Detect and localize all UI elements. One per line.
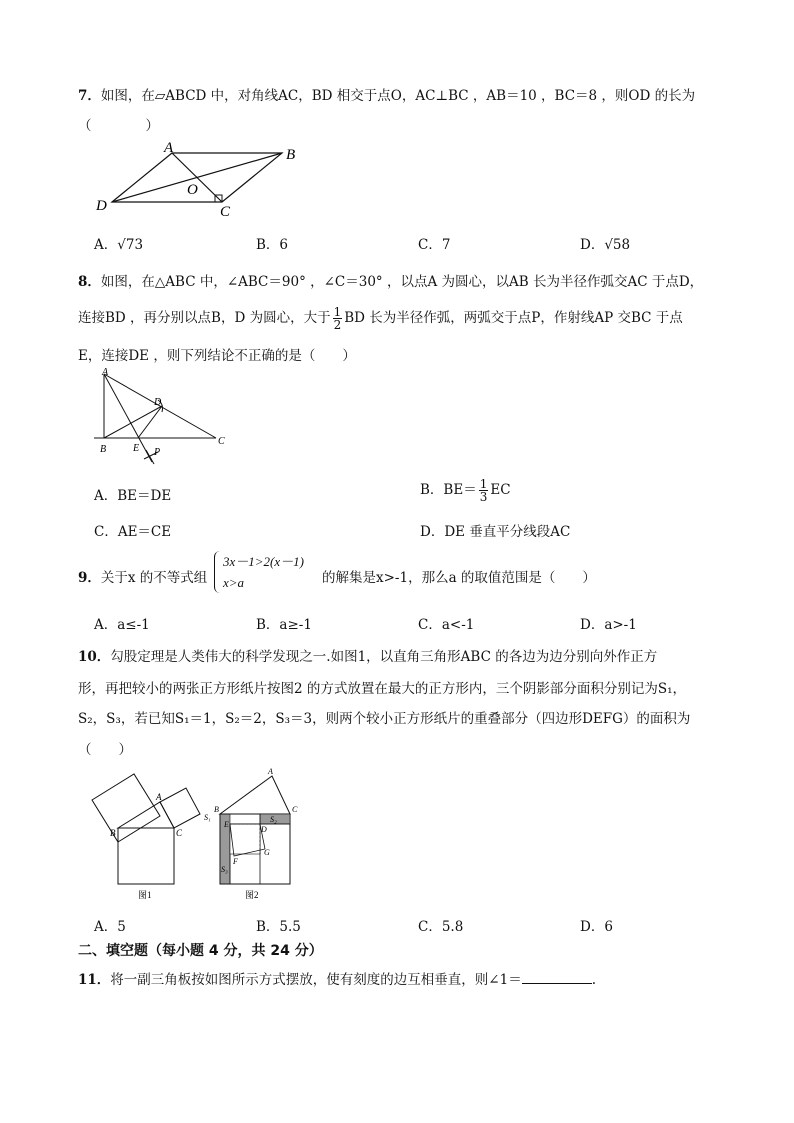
q11-line (78, 968, 596, 988)
q11-end: . (591, 972, 596, 988)
q8-option-a: A．BE＝DE (94, 488, 172, 504)
q8-option-d: D．DE 垂直平分线段AC (420, 524, 571, 540)
q8-text-2b: BD 长为半径作弧，两弧交于点P，作射线AP 交BC 于点 (344, 310, 683, 326)
fig2-label-G: G (264, 848, 270, 857)
q10-option-a: A．5 (94, 919, 126, 935)
q8-option-b-text-a: B．BE＝ (420, 482, 477, 498)
q8-option-b-num: 1 (479, 477, 488, 491)
q8-text-2a: 连接BD ，再分别以点B，D 为圆心，大于 (78, 310, 331, 326)
q10-text-3: S₂，S₃，若已知S₁＝1，S₂＝2，S₃＝3，则两个较小正方形纸片的重叠部分（四边形DEFG）的面积为 (78, 711, 691, 727)
q8-label-A: A (102, 367, 109, 378)
fig2-label-S2: S₂ (270, 815, 277, 824)
q7-label-O: O (187, 182, 198, 198)
fig1-caption: 图1 (138, 890, 152, 900)
q7-label-C: C (220, 204, 231, 220)
q10-paren: （ ） (78, 742, 132, 758)
q7-label-D: D (96, 198, 107, 214)
q9-option-a: A．a≤-1 (94, 617, 150, 633)
q11-number: 11． (78, 972, 111, 988)
q7-option-b: B．6 (256, 237, 289, 253)
q8-label-D: D (154, 397, 162, 408)
q8-label-B: B (100, 444, 107, 455)
q7-stem-line (78, 84, 695, 104)
q9-option-d: D．a>-1 (580, 617, 637, 633)
q9-stem-a: 关于x 的不等式组 (100, 570, 208, 586)
q9-system-brace (214, 551, 223, 593)
q11-answer-blank[interactable] (522, 971, 592, 984)
q7-option-d: D．√58 (580, 237, 631, 253)
q8-text-1: 如图，在△ABC 中，∠ABC＝90° ，∠C＝30° ，以点A 为圆心，以AB 长为半径作弧交AC 于点D， (100, 274, 704, 290)
q10-figure-1 (90, 764, 205, 904)
q10-text-1: 勾股定理是人类伟大的科学发现之一.如图1，以直角三角形ABC 的各边为边分别向外作正方 (110, 649, 658, 665)
q7-paren: （ ） (78, 118, 159, 134)
q9-system-line1: 3x－1>2(x－1) (223, 554, 304, 569)
q8-label-P: P (154, 447, 161, 458)
q8-label-C: C (218, 436, 225, 447)
q10-option-b: B．5.5 (256, 919, 301, 935)
fig2-label-F: F (233, 857, 238, 866)
fig2-label-B: B (214, 805, 219, 814)
q7-number: 7． (78, 88, 101, 104)
q7-parallelogram-figure (92, 140, 312, 220)
q9-option-b: B．a≥-1 (256, 617, 312, 633)
q8-label-E: E (133, 443, 140, 454)
q10-option-c: C．5.8 (418, 919, 464, 935)
q10-option-d: D．6 (580, 919, 613, 935)
q8-option-b-text-b: EC (490, 482, 511, 498)
q8-fraction-half (333, 306, 343, 331)
fig2-label-S3: S₃ (221, 865, 228, 874)
q9-stem-b: 的解集是x>-1，那么a 的取值范围是（ ） (322, 570, 596, 586)
q8-number: 8． (78, 274, 101, 290)
q8-text-3: E，连接DE ，则下列结论不正确的是（ ） (78, 348, 356, 364)
fig2-label-S1: S₁ (204, 813, 211, 822)
q8-triangle-figure (88, 366, 238, 470)
q8-line1 (78, 270, 703, 290)
q10-number: 10． (78, 649, 111, 665)
fig1-label-C: C (176, 828, 183, 838)
fig1-label-B: B (110, 828, 116, 838)
q10-text-2: 形，再把较小的两张正方形纸片按图2 的方式放置在最大的正方形内，三个阴影部分面积分别记为S₁， (78, 681, 687, 697)
fig2-label-C: C (292, 805, 298, 814)
q9-number: 9． (78, 570, 101, 586)
fig2-label-A: A (268, 767, 273, 776)
fig2-caption: 图2 (245, 890, 259, 900)
q8-option-b (420, 478, 511, 503)
q7-option-a: A．√73 (94, 237, 144, 253)
q8-frac-num: 1 (333, 305, 342, 319)
q11-stem: 将一副三角板按如图所示方式摆放，使有刻度的边互相垂直，则∠1＝ (110, 972, 522, 988)
fig2-label-D: D (261, 825, 267, 834)
q7-label-B: B (286, 147, 296, 163)
q8-option-b-den: 3 (479, 490, 488, 504)
q7-stem: 如图，在▱ABCD 中，对角线AC，BD 相交于点O，AC⊥BC ，AB＝10 ，BC＝8 ，则OD 的长为 (100, 88, 696, 104)
q9-option-c: C．a<-1 (418, 617, 475, 633)
fig1-label-A: A (156, 792, 162, 802)
q7-option-c: C．7 (418, 237, 451, 253)
q8-line2 (78, 306, 683, 331)
fig2-label-E: E (224, 820, 229, 829)
q9-system-line2: x>a (223, 575, 245, 590)
q10-line1 (78, 645, 657, 665)
q8-option-b-fraction (479, 478, 489, 503)
q8-option-c: C．AE＝CE (94, 524, 172, 540)
q10-figure-2 (200, 764, 310, 904)
section-2-title: 二、填空题（每小题 4 分，共 24 分） (78, 943, 323, 959)
q9-stem-line (78, 566, 207, 586)
q8-frac-den: 2 (333, 318, 342, 332)
q7-label-A: A (164, 140, 174, 156)
